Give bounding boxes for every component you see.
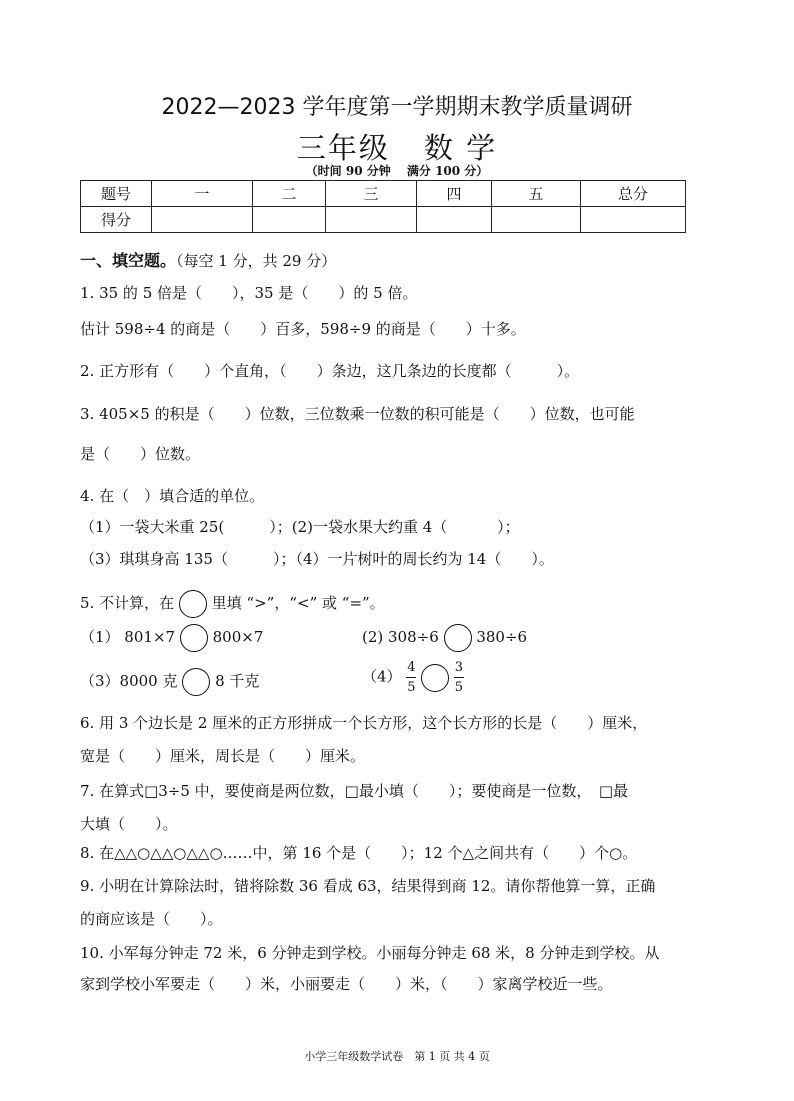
question-5-prefix: 5. 不计算，在 [80, 594, 175, 612]
score-table-header-row [81, 181, 686, 207]
exam-title: 2022—2023 学年度第一学期期末教学质量调研 [161, 95, 633, 120]
compare-circle-icon [179, 590, 207, 618]
q5-3-right: 8 千克 [215, 672, 260, 690]
fraction-bar [406, 677, 416, 678]
question-5-3 [80, 668, 259, 696]
q5-1-left: （1） 801×7 [80, 628, 176, 646]
question-4b: （3）琪琪身高 135（ ）；（4）一片树叶的周长约为 14（ ）。 [80, 550, 554, 568]
question-10a: 10. 小军每分钟走 72 米，6 分钟走到学校。小丽每分钟走 68 米，8 分钟走到学校。从 [80, 944, 660, 962]
question-2: 2. 正方形有（ ）个直角，（ ）条边，这几条边的长度都（ ）。 [80, 362, 580, 380]
question-3b: 是（ ）位数。 [80, 445, 201, 463]
section-title: 一、填空题。 [80, 251, 177, 270]
question-8: 8. 在△△○△△○△△○……中，第 16 个是（ ）；12 个△之间共有（ ）个○。 [80, 844, 638, 862]
score-header-cell: 题号 [81, 181, 152, 207]
score-header-cell: 总分 [581, 181, 686, 207]
score-cell[interactable] [253, 207, 326, 233]
fraction-bar [454, 677, 464, 678]
q5-3-left: （3）8000 克 [80, 672, 178, 690]
question-5-4 [362, 660, 464, 695]
grade-label: 三年级 [296, 131, 390, 165]
score-header-cell: 二 [253, 181, 326, 207]
compare-circle-icon[interactable] [182, 668, 210, 696]
score-cell[interactable] [492, 207, 581, 233]
q5-2-right: 380÷6 [476, 628, 528, 646]
score-cell[interactable] [152, 207, 253, 233]
q5-4-label: （4） [362, 667, 402, 686]
question-9a: 9. 小明在计算除法时，错将除数 36 看成 63，结果得到商 12。请你帮他算一算，正确 [80, 877, 656, 895]
question-6b: 宽是（ ）厘米，周长是（ ）厘米。 [80, 747, 366, 765]
q5-2-left: (2) 308÷6 [362, 628, 439, 646]
fraction-numerator: 4 [407, 660, 416, 675]
section-points: （每空 1 分，共 29 分） [176, 252, 337, 270]
exam-subject [0, 126, 794, 167]
question-1a: 1. 35 的 5 倍是（ ），35 是（ ）的 5 倍。 [80, 284, 418, 302]
question-7a: 7. 在算式□3÷5 中，要使商是两位数，□最小填（ ）；要使商是一位数， □最 [80, 782, 629, 800]
question-5-2 [362, 624, 527, 652]
fraction-denominator: 5 [454, 680, 464, 695]
question-9b: 的商应该是（ ）。 [80, 910, 223, 928]
fraction-left [406, 660, 416, 695]
fraction-numerator: 3 [454, 660, 464, 675]
score-cell[interactable] [581, 207, 686, 233]
question-3a: 3. 405×5 的积是（ ）位数，三位数乘一位数的积可能是（ ）位数，也可能 [80, 405, 635, 423]
question-1b: 估计 598÷4 的商是（ ）百多，598÷9 的商是（ ）十多。 [80, 320, 526, 338]
exam-note: （时间 90 分钟 满分 100 分） [305, 164, 489, 178]
fraction-denominator: 5 [407, 680, 416, 695]
score-header-cell: 五 [492, 181, 581, 207]
question-5-suffix: 里填 “>”，“<” 或 “=”。 [211, 594, 385, 612]
score-header-cell: 三 [326, 181, 417, 207]
question-5-1 [80, 624, 263, 652]
question-6a: 6. 用 3 个边长是 2 厘米的正方形拼成一个长方形，这个长方形的长是（ ）厘米， [80, 714, 648, 732]
question-7b: 大填（ ）。 [80, 815, 178, 833]
question-4: 4. 在（ ）填合适的单位。 [80, 487, 265, 505]
score-header-cell: 四 [417, 181, 492, 207]
question-10b: 家到学校小军要走（ ）米，小丽要走（ ）米，（ ）家离学校近一些。 [80, 975, 613, 993]
fraction-right [454, 660, 464, 695]
score-table-score-row [81, 207, 686, 233]
question-5 [80, 590, 385, 618]
score-cell[interactable] [326, 207, 417, 233]
compare-circle-icon[interactable] [444, 624, 472, 652]
q5-1-right: 800×7 [212, 628, 264, 646]
score-cell[interactable] [417, 207, 492, 233]
subject-label: 数 学 [423, 131, 498, 165]
compare-circle-icon[interactable] [421, 664, 449, 692]
compare-circle-icon[interactable] [180, 624, 208, 652]
page-footer: 小学三年级数学试卷 第 1 页 共 4 页 [304, 1050, 490, 1063]
question-4a: （1）一袋大米重 25( ）；(2)一袋水果大约重 4（ ）； [80, 518, 520, 536]
score-header-cell: 一 [152, 181, 253, 207]
score-row-label: 得分 [81, 207, 152, 233]
section-heading [80, 248, 336, 271]
score-table [80, 180, 686, 233]
